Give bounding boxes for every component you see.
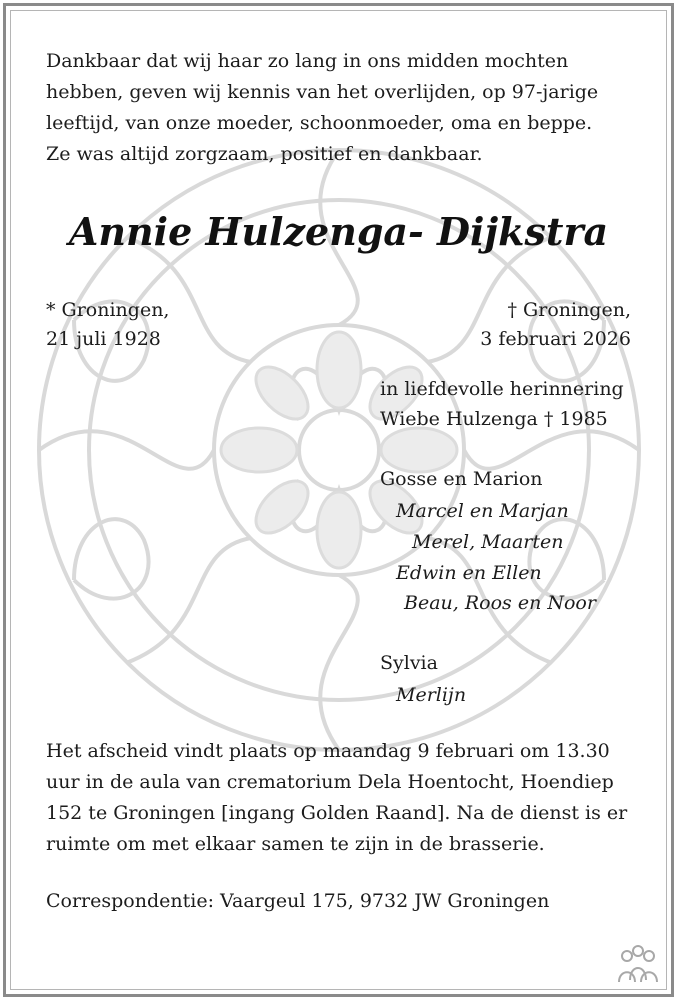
- ceremony-line: uur in de aula van crematorium Dela Hoentocht, Hoendiep: [46, 771, 614, 793]
- ceremony-paragraph: [46, 736, 627, 860]
- intro-line: hebben, geven wij kennis van het overlijden, op 97-jarige: [46, 81, 599, 103]
- memory-spouse: Wiebe Hulzenga † 1985: [380, 408, 608, 430]
- birth-place: * Groningen,: [46, 299, 170, 321]
- intro-paragraph: [46, 46, 598, 170]
- death-place: † Groningen,: [507, 299, 631, 321]
- correspondence-address: Correspondentie: Vaargeul 175, 9732 JW Groningen: [46, 890, 550, 912]
- family-great-grandchildren: Merel, Maarten: [412, 531, 564, 553]
- family-grandchild: Marcel en Marjan: [396, 500, 569, 522]
- three-people-icon: [615, 944, 661, 984]
- family-great-grandchildren: Beau, Roos en Noor: [404, 592, 596, 614]
- family-grandchild: Merlijn: [396, 684, 467, 706]
- family-grandchild: Edwin en Ellen: [396, 562, 542, 584]
- birth-date: 21 juli 1928: [46, 328, 161, 350]
- ceremony-line: ruimte om met elkaar samen te zijn in de brasserie.: [46, 833, 545, 855]
- family-child: Gosse en Marion: [380, 468, 543, 490]
- family-child: Sylvia: [380, 652, 438, 674]
- deceased-name: Annie Hulzenga- Dijkstra: [68, 209, 609, 254]
- intro-line: Dankbaar dat wij haar zo lang in ons midden mochten: [46, 50, 569, 72]
- death-date: 3 februari 2026: [480, 328, 631, 350]
- intro-line: Ze was altijd zorgzaam, positief en dankbaar.: [46, 143, 483, 165]
- ceremony-line: 152 te Groningen [ingang Golden Raand]. Na de dienst is er: [46, 802, 628, 824]
- intro-line: leeftijd, van onze moeder, schoonmoeder, oma en beppe.: [46, 112, 593, 134]
- memory-line: in liefdevolle herinnering: [380, 378, 624, 400]
- ceremony-line: Het afscheid vindt plaats op maandag 9 februari om 13.30: [46, 740, 610, 762]
